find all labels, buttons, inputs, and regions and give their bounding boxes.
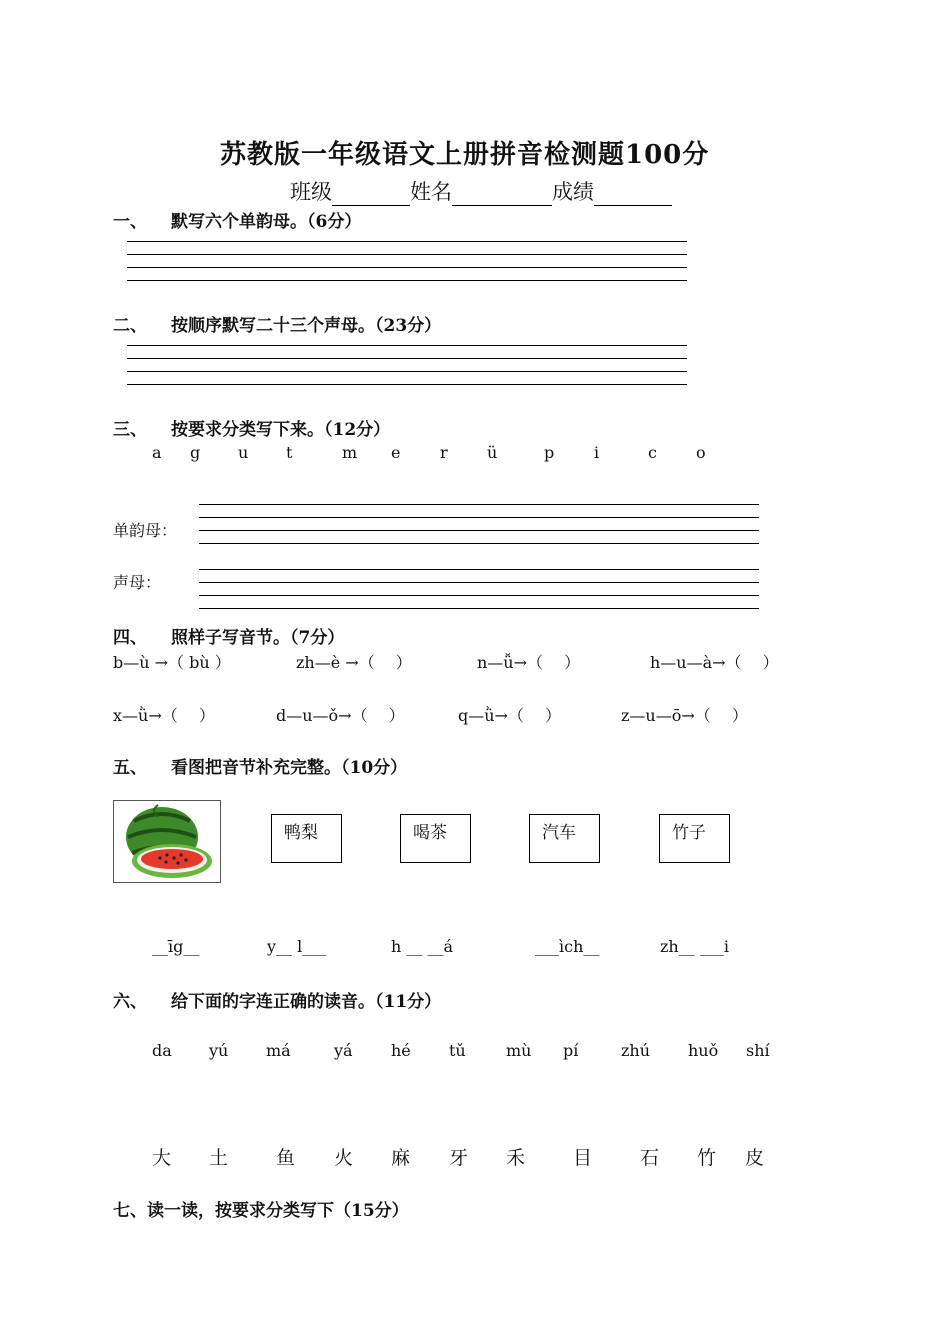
section-7-instruction bbox=[113, 1196, 409, 1221]
character-option[interactable]: 麻 bbox=[391, 1147, 411, 1169]
pinyin-option[interactable]: pí bbox=[563, 1041, 579, 1060]
pinyin-option[interactable]: yú bbox=[209, 1041, 229, 1060]
section-2-number: 二、 bbox=[113, 316, 147, 336]
character-option[interactable]: 目 bbox=[573, 1147, 593, 1169]
pinyin-option[interactable]: da bbox=[152, 1041, 172, 1060]
letter: o bbox=[696, 443, 706, 462]
letter: a bbox=[152, 443, 162, 462]
letter: r bbox=[440, 443, 448, 462]
letter: g bbox=[190, 443, 201, 462]
syllable-exercise[interactable]: q—ǜ→（ ） bbox=[458, 706, 562, 725]
letter: e bbox=[391, 443, 401, 462]
syllable-exercise[interactable]: n—ǚ→（ ） bbox=[477, 653, 581, 672]
syllable-example: b—ù →（ bù ） bbox=[113, 653, 231, 672]
class-blank[interactable] bbox=[332, 185, 410, 206]
pinyin-blank[interactable]: zh__ ___i bbox=[660, 937, 729, 956]
pinyin-option[interactable]: tǔ bbox=[449, 1041, 466, 1060]
section-4-instruction: 照样子写音节。（7分） bbox=[171, 628, 345, 648]
class-label: 班级 bbox=[290, 180, 332, 204]
name-label: 姓名 bbox=[410, 180, 452, 204]
pinyin-blank[interactable]: ___ìch__ bbox=[535, 937, 600, 956]
section-5-number: 五、 bbox=[113, 758, 147, 778]
section-5-instruction: 看图把音节补充完整。（10分） bbox=[171, 758, 408, 778]
character-option[interactable]: 土 bbox=[209, 1147, 229, 1169]
section-1-instruction: 默写六个单韵母。（6分） bbox=[171, 212, 362, 232]
letter: c bbox=[648, 443, 657, 462]
pinyin-option[interactable]: má bbox=[266, 1041, 291, 1060]
word-box-label: 喝茶 bbox=[413, 823, 447, 843]
letter: u bbox=[238, 443, 249, 462]
letter: p bbox=[544, 443, 555, 462]
pinyin-option[interactable]: shí bbox=[746, 1041, 770, 1060]
section-3-number: 三、 bbox=[113, 420, 147, 440]
pinyin-option[interactable]: hé bbox=[391, 1041, 411, 1060]
pinyin-option[interactable]: zhú bbox=[621, 1041, 651, 1060]
section-6-instruction: 给下面的字连正确的读音。（11分） bbox=[171, 992, 442, 1012]
pinyin-blank[interactable]: h __ __á bbox=[391, 937, 454, 956]
letter: ü bbox=[487, 443, 498, 462]
name-blank[interactable] bbox=[452, 185, 552, 206]
word-box-label: 鸭梨 bbox=[284, 823, 318, 843]
word-box-drink-tea bbox=[400, 814, 471, 863]
character-option[interactable]: 牙 bbox=[449, 1147, 469, 1169]
word-box-label: 竹子 bbox=[672, 823, 706, 843]
page-title: 苏教版一年级语文上册拼音检测题100分 bbox=[220, 140, 710, 170]
pinyin-blank[interactable]: __īg__ bbox=[152, 937, 200, 956]
student-info bbox=[290, 176, 672, 206]
vowel-label: 单韵母： bbox=[113, 521, 178, 540]
score-label: 成绩 bbox=[552, 180, 594, 204]
word-box-label: 汽车 bbox=[542, 823, 576, 843]
character-option[interactable]: 鱼 bbox=[276, 1147, 296, 1169]
pinyin-option[interactable]: huǒ bbox=[688, 1041, 719, 1060]
pinyin-blank[interactable]: y__ l___ bbox=[267, 937, 327, 956]
section-7-text: 读一读，按要求分类写下（15分） bbox=[147, 1201, 409, 1221]
letter: t bbox=[286, 443, 293, 462]
pinyin-option[interactable]: mù bbox=[506, 1041, 532, 1060]
word-box-bamboo bbox=[659, 814, 730, 863]
word-box-duck-pear bbox=[271, 814, 342, 863]
section-3-instruction: 按要求分类写下来。（12分） bbox=[171, 420, 391, 440]
syllable-exercise[interactable]: x—ǜ→（ ） bbox=[113, 706, 215, 725]
section-1-number: 一、 bbox=[113, 212, 147, 232]
character-option[interactable]: 大 bbox=[152, 1147, 172, 1169]
character-option[interactable]: 石 bbox=[640, 1147, 660, 1169]
character-option[interactable]: 火 bbox=[334, 1147, 354, 1169]
letter: m bbox=[342, 443, 358, 462]
watermelon-image bbox=[113, 800, 221, 883]
section-4-number: 四、 bbox=[113, 628, 147, 648]
syllable-exercise[interactable]: z—u—ō→（ ） bbox=[621, 706, 748, 725]
section-2-instruction: 按顺序默写二十三个声母。（23分） bbox=[171, 316, 442, 336]
section-7-number: 七、 bbox=[113, 1201, 147, 1221]
character-option[interactable]: 竹 bbox=[697, 1147, 717, 1169]
character-option[interactable]: 禾 bbox=[506, 1147, 526, 1169]
section-6-number: 六、 bbox=[113, 992, 147, 1012]
syllable-exercise[interactable]: h—u—à→（ ） bbox=[650, 653, 779, 672]
word-box-car bbox=[529, 814, 600, 863]
score-blank[interactable] bbox=[594, 185, 672, 206]
character-option[interactable]: 皮 bbox=[745, 1147, 765, 1169]
syllable-exercise[interactable]: zh—è →（ ） bbox=[296, 653, 412, 672]
syllable-exercise[interactable]: d—u—ǒ→（ ） bbox=[276, 706, 405, 725]
pinyin-option[interactable]: yá bbox=[334, 1041, 353, 1060]
initial-label: 声母： bbox=[113, 573, 162, 592]
letter: i bbox=[594, 443, 600, 462]
